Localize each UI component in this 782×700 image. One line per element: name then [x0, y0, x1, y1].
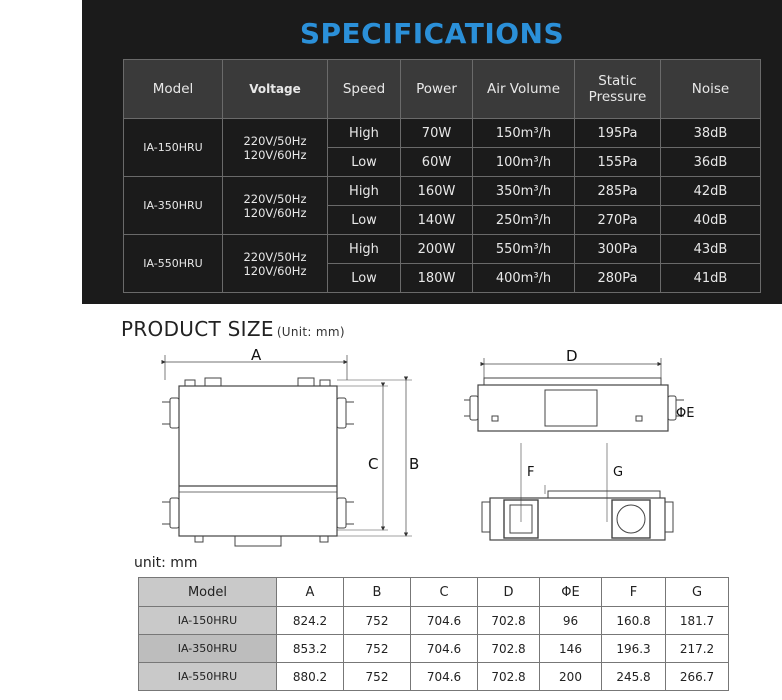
noise-cell: 41dB: [661, 264, 761, 293]
power-cell: 140W: [401, 206, 473, 235]
size-cell: 853.2: [277, 635, 344, 663]
dimension-label-a: A: [251, 346, 262, 364]
size-cell: 196.3: [602, 635, 666, 663]
header-static-pressure: Static Pressure: [575, 60, 661, 119]
size-cell: 217.2: [666, 635, 729, 663]
size-cell: 702.8: [478, 635, 540, 663]
size-header-b: B: [344, 578, 411, 607]
size-model-cell: IA-150HRU: [139, 607, 277, 635]
air-volume-cell: 250m³/h: [473, 206, 575, 235]
dimension-drawings: [0, 340, 782, 555]
voltage-cell: [223, 177, 328, 235]
table-row: [139, 635, 729, 663]
top-view-drawing: [464, 358, 684, 431]
speed-cell: Low: [328, 264, 401, 293]
model-cell: IA-150HRU: [124, 119, 223, 177]
size-header-c: C: [411, 578, 478, 607]
voltage-line: 120V/60Hz: [243, 205, 307, 220]
size-cell: 245.8: [602, 663, 666, 691]
noise-cell: 40dB: [661, 206, 761, 235]
size-cell: 752: [344, 663, 411, 691]
size-cell: 181.7: [666, 607, 729, 635]
voltage-cell: [223, 235, 328, 293]
specifications-panel: [82, 0, 782, 304]
air-volume-cell: 550m³/h: [473, 235, 575, 264]
header-noise: Noise: [661, 60, 761, 119]
dimension-label-g: G: [613, 465, 624, 480]
voltage-line: 120V/60Hz: [243, 147, 307, 162]
size-header-phi-e: ΦE: [540, 578, 602, 607]
product-size-heading: PRODUCT SIZE: [121, 317, 274, 341]
dimension-label-c: C: [368, 455, 379, 473]
product-size-unit-note: (Unit: mm): [276, 325, 345, 339]
size-header-g: G: [666, 578, 729, 607]
size-cell: 824.2: [277, 607, 344, 635]
speed-cell: High: [328, 177, 401, 206]
specifications-table: [123, 59, 761, 293]
size-cell: 200: [540, 663, 602, 691]
voltage-line: 220V/50Hz: [243, 133, 307, 148]
dimension-label-d: D: [566, 347, 578, 365]
size-header-d: D: [478, 578, 540, 607]
table-row: [124, 235, 761, 264]
air-volume-cell: 100m³/h: [473, 148, 575, 177]
header-model: Model: [124, 60, 223, 119]
size-cell: 704.6: [411, 663, 478, 691]
dimension-label-phi-e: ΦE: [676, 406, 695, 421]
table-row: [124, 177, 761, 206]
specifications-title: SPECIFICATIONS: [299, 17, 565, 50]
size-cell: 702.8: [478, 607, 540, 635]
size-cell: 752: [344, 635, 411, 663]
air-volume-cell: 150m³/h: [473, 119, 575, 148]
size-cell: 266.7: [666, 663, 729, 691]
size-cell: 702.8: [478, 663, 540, 691]
voltage-cell: [223, 119, 328, 177]
speed-cell: Low: [328, 148, 401, 177]
speed-cell: High: [328, 235, 401, 264]
static-pressure-cell: 270Pa: [575, 206, 661, 235]
power-cell: 160W: [401, 177, 473, 206]
model-cell: IA-550HRU: [124, 235, 223, 293]
size-cell: 704.6: [411, 635, 478, 663]
voltage-line: 120V/60Hz: [243, 263, 307, 278]
speed-cell: High: [328, 119, 401, 148]
front-view-drawing: [162, 355, 412, 546]
size-model-cell: IA-550HRU: [139, 663, 277, 691]
unit-label: unit: mm: [134, 555, 198, 571]
air-volume-cell: 350m³/h: [473, 177, 575, 206]
header-air-volume: Air Volume: [473, 60, 575, 119]
power-cell: 200W: [401, 235, 473, 264]
size-cell: 880.2: [277, 663, 344, 691]
side-view-drawing: [482, 443, 673, 540]
table-row: [139, 607, 729, 635]
table-row: [124, 119, 761, 148]
size-header-a: A: [277, 578, 344, 607]
header-speed: Speed: [328, 60, 401, 119]
size-cell: 752: [344, 607, 411, 635]
power-cell: 180W: [401, 264, 473, 293]
size-cell: 96: [540, 607, 602, 635]
noise-cell: 36dB: [661, 148, 761, 177]
size-cell: 704.6: [411, 607, 478, 635]
size-cell: 160.8: [602, 607, 666, 635]
noise-cell: 38dB: [661, 119, 761, 148]
dimension-label-f: F: [527, 465, 535, 480]
static-pressure-cell: 285Pa: [575, 177, 661, 206]
noise-cell: 42dB: [661, 177, 761, 206]
size-header-model: Model: [139, 578, 277, 607]
power-cell: 60W: [401, 148, 473, 177]
product-size-table: [138, 577, 729, 691]
voltage-line: 220V/50Hz: [243, 191, 307, 206]
header-power: Power: [401, 60, 473, 119]
size-model-cell: IA-350HRU: [139, 635, 277, 663]
static-pressure-cell: 155Pa: [575, 148, 661, 177]
voltage-line: 220V/50Hz: [243, 249, 307, 264]
air-volume-cell: 400m³/h: [473, 264, 575, 293]
noise-cell: 43dB: [661, 235, 761, 264]
dimension-label-b: B: [409, 455, 420, 473]
size-cell: 146: [540, 635, 602, 663]
static-pressure-cell: 195Pa: [575, 119, 661, 148]
table-row: [139, 663, 729, 691]
static-pressure-cell: 300Pa: [575, 235, 661, 264]
power-cell: 70W: [401, 119, 473, 148]
size-table-header-row: [139, 578, 729, 607]
model-cell: IA-350HRU: [124, 177, 223, 235]
size-header-f: F: [602, 578, 666, 607]
speed-cell: Low: [328, 206, 401, 235]
header-voltage: Voltage: [223, 60, 328, 119]
product-size-title: [121, 317, 345, 341]
specifications-header-row: [124, 60, 761, 119]
static-pressure-cell: 280Pa: [575, 264, 661, 293]
